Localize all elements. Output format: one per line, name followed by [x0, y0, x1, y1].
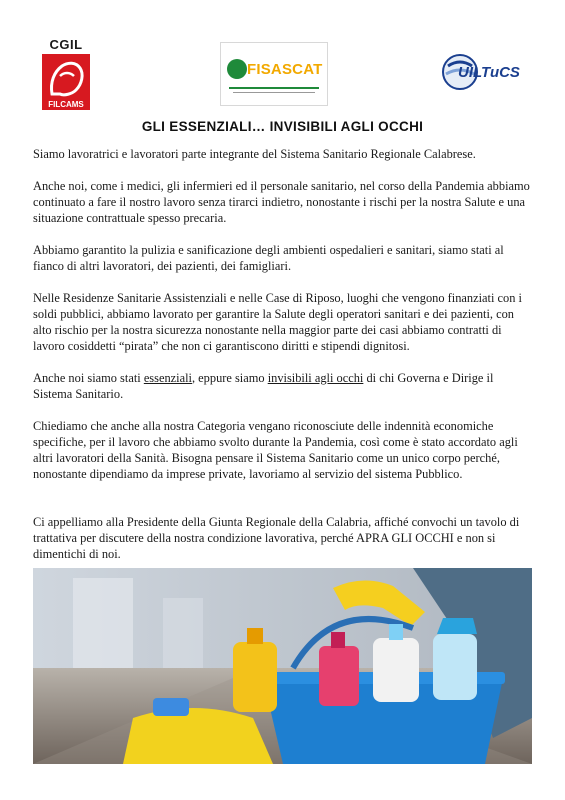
cgil-logo-mark	[42, 54, 90, 100]
uiltucs-logo	[440, 52, 522, 92]
paragraph-5-text-b: , eppure siamo	[191, 371, 268, 385]
logo-tagline-line	[233, 92, 315, 93]
paragraph-5-text-a: Anche noi siamo stati	[33, 371, 144, 385]
paragraph-7: Ci appelliamo alla Presidente della Giunta Regionale della Calabria, affiché convochi un tavolo di trattativa per discutere della nostra condizione lavorativa, perché APRA GLI OCCHI e non si dimentichi di noi.	[33, 515, 520, 561]
uiltucs-logo-text: UILTuCS	[458, 64, 520, 81]
fisascat-logo-text: FISASCAT	[247, 61, 323, 78]
paragraph-6: Chiediamo che anche alla nostra Categoria vengano riconosciute delle indennità economiche specifiche, per il lavoro che abbiamo svolto durante la Pandemia, così come è stato accordato agli altri lavoratori della Sanità. Bisogna pensare il Sistema Sanitario come un unico corpo perché, nonostante dipendiamo da imprese private, lavoriamo al servizio del sistema Pubblico.	[33, 419, 518, 481]
cisl-mark-icon	[227, 59, 247, 79]
logo-rule	[229, 87, 319, 89]
paragraph-3: Abbiamo garantito la pulizia e sanificazione degli ambienti ospedalieri e sanitari, siamo stati al fianco di altri lavoratori, dei pazienti, dei famigliari.	[33, 243, 504, 273]
document-title: GLI ESSENZIALI… INVISIBILI AGLI OCCHI	[141, 119, 424, 134]
fist-icon	[42, 54, 90, 100]
fisascat-logo	[220, 42, 328, 106]
cleaning-supplies-photo	[33, 568, 532, 764]
paragraph-5-text-c: di chi Governa e Dirige il Sistema Sanitario.	[33, 371, 494, 401]
underlined-invisibili: invisibili agli occhi	[267, 371, 364, 385]
cgil-logo-text: CGIL	[49, 37, 83, 52]
paragraph-4: Nelle Residenze Sanitarie Assistenziali e nelle Case di Riposo, luoghi che vengono finanziati con i soldi pubblici, abbiamo lavorato per garantire la Salute degli operatori sanitari e dei pazienti, con alto rischio per la nostra sicurezza nonostante nella maggior parte dei casi abbiamo contratti di lavoro cosiddetti “pirata” che non ci garantiscono diritti e stipendi dignitosi.	[33, 291, 522, 353]
paragraph-2: Anche noi, come i medici, gli infermieri ed il personale sanitario, nel corso della Pandemia abbiamo continuato a fare il nostro lavoro senza tirarci indietro, nonostante i rischi per la nostra Salute e una situazione contrattuale spesso precaria.	[33, 179, 530, 225]
paragraph-1: Siamo lavoratrici e lavoratori parte integrante del Sistema Sanitario Regionale Calabrese.	[33, 147, 476, 161]
paragraph-5	[33, 370, 533, 402]
filcams-logo-text: FILCAMS	[42, 100, 90, 110]
underlined-essenziali: essenziali	[143, 371, 192, 385]
cleaning-bucket-illustration	[33, 568, 532, 764]
cgil-filcams-logo	[40, 38, 92, 112]
